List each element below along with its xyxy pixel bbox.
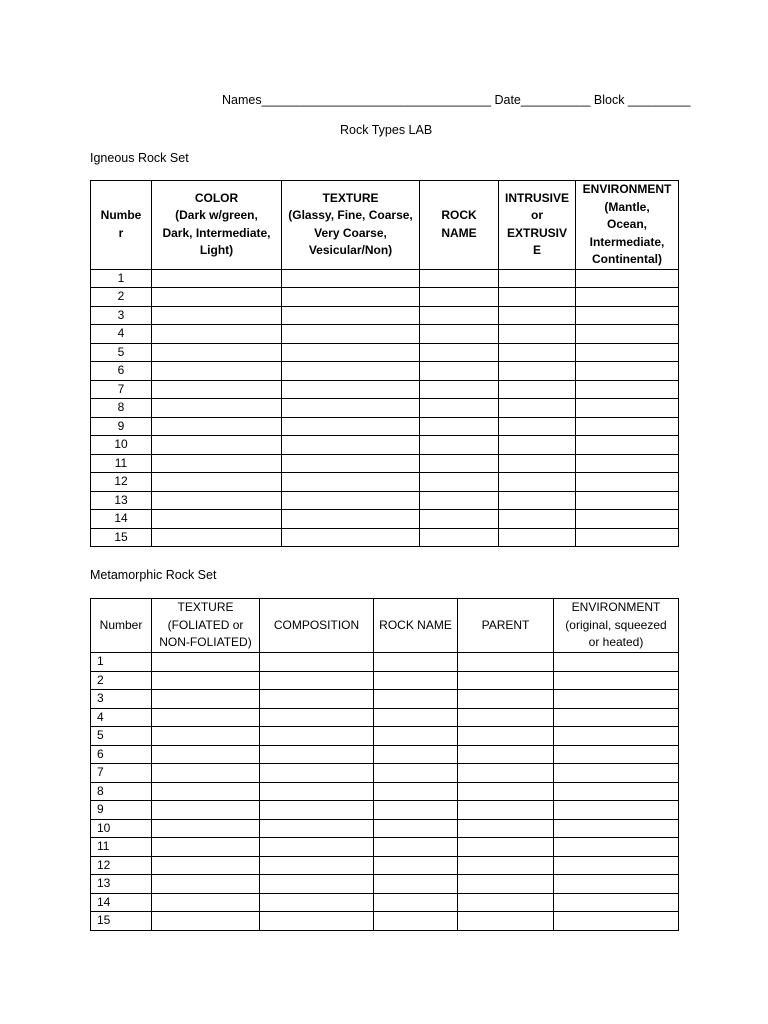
answer-cell[interactable] [282,380,420,399]
row-number: 1 [91,653,152,672]
answer-cell[interactable] [554,671,679,690]
row-number: 7 [91,764,152,783]
answer-cell[interactable] [576,380,679,399]
answer-cell[interactable] [374,801,458,820]
answer-cell[interactable] [554,838,679,857]
answer-cell[interactable] [554,893,679,912]
answer-cell[interactable] [458,782,554,801]
row-number: 2 [91,288,152,307]
answer-cell[interactable] [152,362,282,381]
answer-cell[interactable] [260,708,374,727]
igneous-table-row [91,399,679,418]
header-rock-name: ROCK NAME [374,599,458,653]
answer-cell[interactable] [420,343,499,362]
answer-cell[interactable] [152,528,282,547]
answer-cell[interactable] [420,288,499,307]
answer-cell[interactable] [499,380,576,399]
answer-cell[interactable] [152,473,282,492]
answer-cell[interactable] [152,912,260,931]
metamorphic-table-row [91,875,679,894]
answer-cell[interactable] [576,306,679,325]
answer-cell[interactable] [499,454,576,473]
answer-cell[interactable] [260,671,374,690]
answer-cell[interactable] [458,838,554,857]
answer-cell[interactable] [374,875,458,894]
answer-cell[interactable] [374,727,458,746]
answer-cell[interactable] [374,671,458,690]
answer-cell[interactable] [554,764,679,783]
answer-cell[interactable] [282,325,420,344]
answer-cell[interactable] [152,653,260,672]
answer-cell[interactable] [499,288,576,307]
row-number: 5 [91,727,152,746]
header-number: Number [91,599,152,653]
header-rock-name: ROCK NAME [420,181,499,270]
answer-cell[interactable] [576,491,679,510]
igneous-table-row [91,362,679,381]
answer-cell[interactable] [554,912,679,931]
answer-cell[interactable] [260,801,374,820]
igneous-table-row [91,306,679,325]
answer-cell[interactable] [152,727,260,746]
row-number: 13 [91,491,152,510]
answer-cell[interactable] [576,473,679,492]
answer-cell[interactable] [420,473,499,492]
answer-cell[interactable] [420,362,499,381]
answer-cell[interactable] [458,856,554,875]
answer-cell[interactable] [282,343,420,362]
answer-cell[interactable] [152,510,282,529]
row-number: 13 [91,875,152,894]
answer-cell[interactable] [152,745,260,764]
answer-cell[interactable] [458,912,554,931]
answer-cell[interactable] [576,417,679,436]
answer-cell[interactable] [420,380,499,399]
answer-cell[interactable] [576,343,679,362]
answer-cell[interactable] [374,782,458,801]
answer-cell[interactable] [152,690,260,709]
answer-cell[interactable] [420,510,499,529]
answer-cell[interactable] [260,727,374,746]
igneous-table-row [91,473,679,492]
answer-cell[interactable] [374,893,458,912]
answer-cell[interactable] [420,528,499,547]
answer-cell[interactable] [152,343,282,362]
header-intrusive-extrusive: INTRUSIVE or EXTRUSIV E [499,181,576,270]
answer-cell[interactable] [374,912,458,931]
igneous-table-row [91,380,679,399]
answer-cell[interactable] [554,727,679,746]
answer-cell[interactable] [282,491,420,510]
answer-cell[interactable] [499,399,576,418]
answer-cell[interactable] [152,399,282,418]
answer-cell[interactable] [152,838,260,857]
answer-cell[interactable] [458,819,554,838]
metamorphic-table-row [91,782,679,801]
answer-cell[interactable] [420,491,499,510]
header-number: Numbe r [91,181,152,270]
header-parent: PARENT [458,599,554,653]
row-number: 11 [91,454,152,473]
answer-cell[interactable] [576,269,679,288]
answer-cell[interactable] [554,745,679,764]
answer-cell[interactable] [260,875,374,894]
answer-cell[interactable] [374,653,458,672]
answer-cell[interactable] [554,801,679,820]
igneous-table-row [91,510,679,529]
answer-cell[interactable] [576,510,679,529]
answer-cell[interactable] [499,269,576,288]
answer-cell[interactable] [420,325,499,344]
answer-cell[interactable] [458,745,554,764]
igneous-table-row [91,325,679,344]
answer-cell[interactable] [260,745,374,764]
answer-cell[interactable] [260,856,374,875]
answer-cell[interactable] [282,417,420,436]
answer-cell[interactable] [374,764,458,783]
names-date-block-line[interactable]: Names_________________________________ Date__________ Block _________ [222,93,691,107]
answer-cell[interactable] [260,782,374,801]
row-number: 7 [91,380,152,399]
metamorphic-table-row [91,893,679,912]
row-number: 6 [91,362,152,381]
answer-cell[interactable] [260,653,374,672]
answer-cell[interactable] [499,362,576,381]
answer-cell[interactable] [499,436,576,455]
row-number: 10 [91,819,152,838]
header-color: COLOR (Dark w/green, Dark, Intermediate, Light) [152,181,282,270]
answer-cell[interactable] [152,671,260,690]
row-number: 8 [91,782,152,801]
answer-cell[interactable] [152,417,282,436]
answer-cell[interactable] [576,362,679,381]
row-number: 9 [91,801,152,820]
answer-cell[interactable] [152,454,282,473]
answer-cell[interactable] [499,306,576,325]
answer-cell[interactable] [458,671,554,690]
row-number: 6 [91,745,152,764]
answer-cell[interactable] [499,473,576,492]
igneous-section-title: Igneous Rock Set [90,151,189,165]
metamorphic-section-title: Metamorphic Rock Set [90,568,217,582]
answer-cell[interactable] [499,325,576,344]
metamorphic-table-row [91,819,679,838]
answer-cell[interactable] [282,528,420,547]
answer-cell[interactable] [282,436,420,455]
header-texture: TEXTURE (Glassy, Fine, Coarse, Very Coarse, Vesicular/Non) [282,181,420,270]
answer-cell[interactable] [282,288,420,307]
row-number: 14 [91,510,152,529]
metamorphic-table-row [91,727,679,746]
igneous-table-row [91,269,679,288]
answer-cell[interactable] [282,306,420,325]
row-number: 4 [91,325,152,344]
answer-cell[interactable] [152,325,282,344]
metamorphic-table-row [91,708,679,727]
answer-cell[interactable] [420,417,499,436]
metamorphic-table-row [91,764,679,783]
answer-cell[interactable] [260,690,374,709]
answer-cell[interactable] [458,727,554,746]
answer-cell[interactable] [420,454,499,473]
answer-cell[interactable] [152,491,282,510]
igneous-table-row [91,436,679,455]
metamorphic-table-row [91,745,679,764]
answer-cell[interactable] [420,399,499,418]
igneous-table-row [91,417,679,436]
igneous-table-row [91,288,679,307]
answer-cell[interactable] [152,819,260,838]
metamorphic-table-row [91,912,679,931]
answer-cell[interactable] [554,819,679,838]
answer-cell[interactable] [576,399,679,418]
igneous-table-row [91,454,679,473]
answer-cell[interactable] [282,454,420,473]
answer-cell[interactable] [458,653,554,672]
metamorphic-table-row [91,653,679,672]
metamorphic-rock-table [90,598,679,931]
answer-cell[interactable] [458,708,554,727]
answer-cell[interactable] [152,801,260,820]
header-environment: ENVIRONMENT (original, squeezed or heated) [554,599,679,653]
answer-cell[interactable] [152,856,260,875]
answer-cell[interactable] [554,782,679,801]
answer-cell[interactable] [152,380,282,399]
metamorphic-table-row [91,838,679,857]
row-number: 4 [91,708,152,727]
answer-cell[interactable] [420,306,499,325]
answer-cell[interactable] [576,528,679,547]
answer-cell[interactable] [260,893,374,912]
answer-cell[interactable] [282,510,420,529]
answer-cell[interactable] [374,690,458,709]
answer-cell[interactable] [576,454,679,473]
igneous-table-row [91,343,679,362]
answer-cell[interactable] [152,288,282,307]
answer-cell[interactable] [152,875,260,894]
answer-cell[interactable] [152,782,260,801]
row-number: 12 [91,856,152,875]
row-number: 9 [91,417,152,436]
answer-cell[interactable] [554,708,679,727]
answer-cell[interactable] [260,819,374,838]
header-texture: TEXTURE (FOLIATED or NON-FOLIATED) [152,599,260,653]
header-environment: ENVIRONMENT (Mantle, Ocean, Intermediate, Continental) [576,181,679,270]
metamorphic-table-row [91,690,679,709]
answer-cell[interactable] [458,801,554,820]
answer-cell[interactable] [554,690,679,709]
answer-cell[interactable] [554,875,679,894]
row-number: 1 [91,269,152,288]
answer-cell[interactable] [499,491,576,510]
row-number: 10 [91,436,152,455]
answer-cell[interactable] [499,417,576,436]
answer-cell[interactable] [458,893,554,912]
answer-cell[interactable] [152,306,282,325]
answer-cell[interactable] [374,856,458,875]
header-composition: COMPOSITION [260,599,374,653]
answer-cell[interactable] [576,325,679,344]
answer-cell[interactable] [152,893,260,912]
row-number: 15 [91,528,152,547]
igneous-table-row [91,491,679,510]
answer-cell[interactable] [576,288,679,307]
answer-cell[interactable] [374,838,458,857]
igneous-rock-table [90,180,679,547]
answer-cell[interactable] [260,912,374,931]
row-number: 15 [91,912,152,931]
answer-cell[interactable] [282,269,420,288]
answer-cell[interactable] [374,708,458,727]
answer-cell[interactable] [282,399,420,418]
answer-cell[interactable] [458,764,554,783]
row-number: 14 [91,893,152,912]
answer-cell[interactable] [499,510,576,529]
answer-cell[interactable] [282,362,420,381]
answer-cell[interactable] [420,269,499,288]
igneous-table-row [91,528,679,547]
answer-cell[interactable] [374,819,458,838]
row-number: 3 [91,306,152,325]
answer-cell[interactable] [576,436,679,455]
row-number: 11 [91,838,152,857]
answer-cell[interactable] [282,473,420,492]
answer-cell[interactable] [499,528,576,547]
metamorphic-table-row [91,856,679,875]
answer-cell[interactable] [554,856,679,875]
answer-cell[interactable] [152,708,260,727]
row-number: 3 [91,690,152,709]
answer-cell[interactable] [260,838,374,857]
answer-cell[interactable] [260,764,374,783]
row-number: 8 [91,399,152,418]
row-number: 2 [91,671,152,690]
answer-cell[interactable] [152,269,282,288]
answer-cell[interactable] [499,343,576,362]
metamorphic-table-row [91,801,679,820]
row-number: 12 [91,473,152,492]
answer-cell[interactable] [458,875,554,894]
metamorphic-table-row [91,671,679,690]
row-number: 5 [91,343,152,362]
answer-cell[interactable] [554,653,679,672]
answer-cell[interactable] [420,436,499,455]
answer-cell[interactable] [152,764,260,783]
answer-cell[interactable] [374,745,458,764]
page-title: Rock Types LAB [340,123,433,137]
answer-cell[interactable] [152,436,282,455]
answer-cell[interactable] [458,690,554,709]
